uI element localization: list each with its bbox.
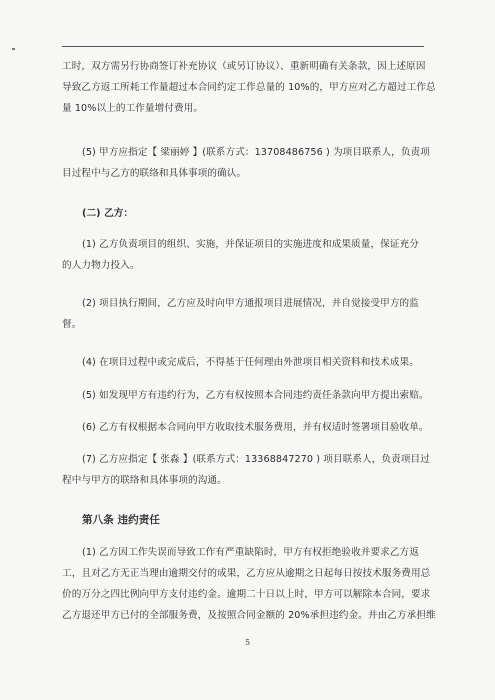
text-line: 第八条 违约责任 bbox=[82, 514, 160, 526]
text-line: 程中与甲方的联络和具体事项的沟通。 bbox=[62, 475, 227, 486]
text-line: (1) 乙方因工作失误而导致工作有严重缺陷时，甲方有权拒绝验收并要求乙方返 bbox=[82, 547, 419, 558]
text-line: (4) 在项目过程中或完成后，不得基于任何理由外泄项目相关资料和技术成果。 bbox=[82, 357, 419, 368]
text-line: (5) 如发现甲方有违约行为，乙方有权按照本合同违约责任条款向甲方提出索赔。 bbox=[82, 390, 429, 401]
clause-liability-1 bbox=[62, 542, 434, 626]
clause-party-b-6 bbox=[62, 417, 434, 438]
text-line: (1) 乙方负责项目的组织、实施，并保证项目的实施进度和成果质量，保证充分 bbox=[82, 239, 419, 250]
text-line: (2) 项目执行期间，乙方应及时向甲方通报项目进展情况，并自觉接受甲方的监 bbox=[82, 298, 419, 309]
section-heading-party-b bbox=[62, 203, 434, 224]
article-heading-liability bbox=[62, 510, 434, 531]
text-line: 乙方退还甲方已付的全部服务费，及按照合同金额的 20%承担违约金。并由乙方承担维 bbox=[62, 610, 436, 621]
text-line: (7) 乙方应指定【 张淼 】(联系方式：13368847270 ) 项目联系人，负责项目过 bbox=[82, 454, 430, 465]
clause-party-b-4 bbox=[62, 352, 434, 373]
text-line: 督。 bbox=[62, 319, 82, 330]
clause-party-b-5 bbox=[62, 385, 434, 406]
clause-party-b-7 bbox=[62, 449, 434, 491]
text-line: 导致乙方返工所耗工作量超过本合同约定工作总量的 10%的，甲方应对乙方超过工作总 bbox=[62, 82, 436, 93]
page-number: 5 bbox=[244, 638, 251, 647]
text-line: 工，且对乙方无正当理由逾期交付的成果，乙方应从逾期之日起每日按技术服务费用总 bbox=[62, 568, 431, 579]
text-line: 工时，双方需另行协商签订补充协议（或另订协议）、重新明确有关条款，因上述原因 bbox=[62, 61, 426, 72]
text-line: (5) 甲方应指定【 梁丽婷 】(联系方式：13708486756 ) 为项目联系人，负责项 bbox=[82, 147, 430, 158]
header-rule bbox=[62, 46, 424, 47]
text-line: 目过程中与乙方的联络和具体事项的确认。 bbox=[62, 168, 247, 179]
clause-party-b-2 bbox=[62, 293, 434, 335]
scan-speck bbox=[12, 48, 15, 50]
text-line: (二) 乙方： bbox=[82, 208, 134, 219]
clause-party-b-1 bbox=[62, 234, 434, 276]
clause-party-a-5 bbox=[62, 142, 434, 184]
text-line: 价的万分之四比例向甲方支付违约金。逾期二十日以上时，甲方可以解除本合同，要求 bbox=[62, 589, 431, 600]
paragraph-continuation bbox=[62, 56, 434, 119]
text-line: (6) 乙方有权根据本合同向甲方收取技术服务费用，并有权适时签署项目验收单。 bbox=[82, 422, 429, 433]
text-line: 的人力物力投入。 bbox=[62, 260, 140, 271]
text-line: 量 10%以上的工作量增付费用。 bbox=[62, 103, 204, 114]
